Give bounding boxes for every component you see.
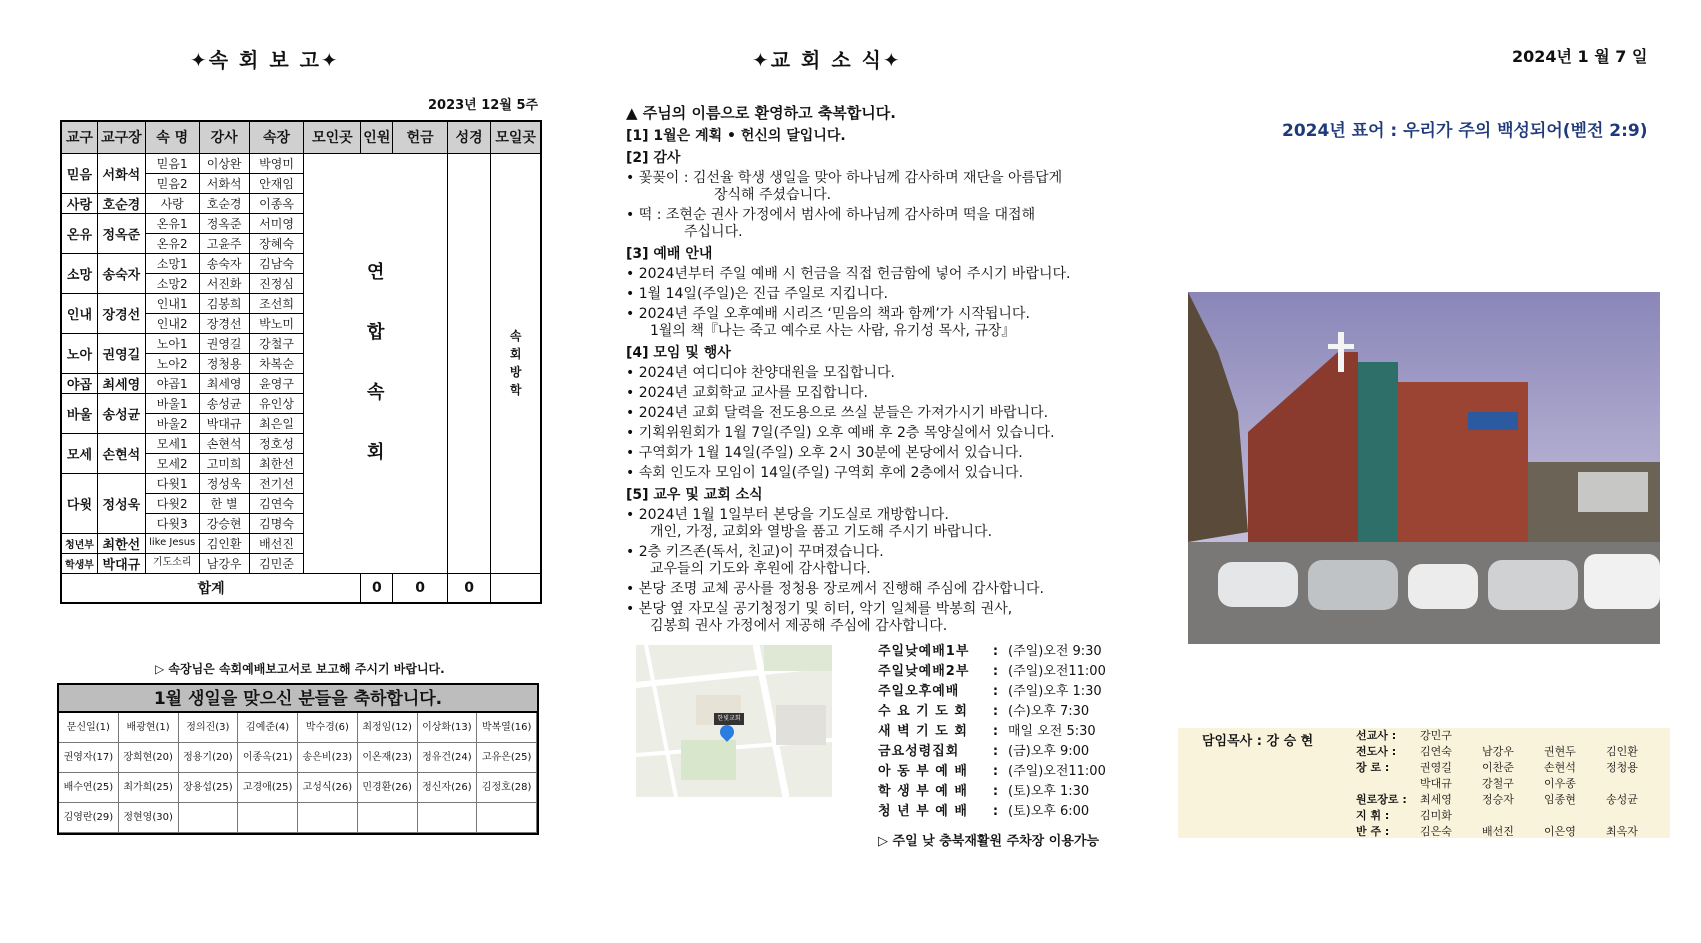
service-colon: : xyxy=(992,704,999,719)
staff-name: 김은숙 xyxy=(1420,825,1452,838)
birthday-cell: 문신일(1) xyxy=(59,713,119,743)
group-leader-cell: 배선진 xyxy=(249,533,304,553)
staff-row xyxy=(1356,728,1668,744)
birthday-cell: 최정임(12) xyxy=(358,713,418,743)
service-name: 주일낮예배1부 xyxy=(878,644,970,659)
teacher-cell: 서진화 xyxy=(199,273,249,293)
group-leader-cell: 장혜숙 xyxy=(249,233,304,253)
group-name-cell: 온유2 xyxy=(145,233,199,253)
list-item: • 2024년 1월 1일부터 본당을 기도실로 개방합니다. xyxy=(626,507,1126,524)
list-item-cont: 1월의 책『나는 죽고 예수로 사는 사람, 유기성 목사, 규장』 xyxy=(650,323,1016,339)
service-colon: : xyxy=(992,684,999,699)
parking-note: ▷ 주일 낮 충북재활원 주차장 이용가능 xyxy=(878,834,1099,849)
teacher-cell: 송성균 xyxy=(199,393,249,413)
schedule-row xyxy=(878,742,1118,762)
birthday-cell: 고성식(26) xyxy=(298,773,358,803)
birthday-cell: 고유은(25) xyxy=(477,743,537,773)
birthday-cell: 이상화(13) xyxy=(418,713,478,743)
column-header: 속 명 xyxy=(145,121,199,153)
district-leader-cell: 박대규 xyxy=(97,553,145,573)
total-value: 0 xyxy=(393,573,448,603)
district-leader-cell: 서화석 xyxy=(97,153,145,193)
staff-role: 반 주 : xyxy=(1356,825,1390,838)
staff-name: 손현석 xyxy=(1544,761,1576,774)
birthday-cell: 박복열(16) xyxy=(477,713,537,743)
group-name-cell: 인내1 xyxy=(145,293,199,313)
total-label: 합계 xyxy=(61,573,361,603)
staff-name: 강민구 xyxy=(1420,729,1452,742)
welcome: ▲ 주님의 이름으로 환영하고 축복합니다. xyxy=(626,104,896,122)
schedule-row xyxy=(878,762,1118,782)
group-leader-cell: 최한선 xyxy=(249,453,304,473)
service-time: (주일)오전11:00 xyxy=(1008,764,1106,779)
service-name: 주일낮예배2부 xyxy=(878,664,970,679)
service-name: 주일오후예배 xyxy=(878,684,960,699)
staff-row xyxy=(1356,744,1668,760)
group-name-cell: 믿음2 xyxy=(145,173,199,193)
birthday-grid xyxy=(59,713,537,833)
list-item-cont: 교우들의 기도와 후원에 감사합니다. xyxy=(650,561,871,577)
schedule-row xyxy=(878,702,1118,722)
district-cell: 인내 xyxy=(61,293,97,333)
district-cell: 다윗 xyxy=(61,473,97,533)
teacher-cell: 서화석 xyxy=(199,173,249,193)
birthday-cell: 박수경(6) xyxy=(298,713,358,743)
staff-name xyxy=(1482,808,1544,824)
teacher-cell: 박대규 xyxy=(199,413,249,433)
birthday-cell: 김예준(4) xyxy=(238,713,298,743)
birthday-cell: 장희현(20) xyxy=(119,743,179,773)
staff-row xyxy=(1356,760,1668,776)
group-leader-cell: 전기선 xyxy=(249,473,304,493)
teacher-cell: 정성욱 xyxy=(199,473,249,493)
group-name-cell: 다윗2 xyxy=(145,493,199,513)
group-name-cell: 기도소리 xyxy=(145,553,199,573)
district-cell: 사랑 xyxy=(61,193,97,213)
column-header: 교구 xyxy=(61,121,97,153)
year-motto: 2024년 표어 : 우리가 주의 백성되어(벧전 2:9) xyxy=(1282,121,1648,141)
district-leader-cell: 손현석 xyxy=(97,433,145,473)
list-item-cont: 주십니다. xyxy=(684,224,743,240)
staff-row xyxy=(1356,824,1668,840)
birthday-cell: 민경환(26) xyxy=(358,773,418,803)
service-time: (금)오후 9:00 xyxy=(1008,744,1090,759)
bulletin-date: 2024년 1 월 7 일 xyxy=(1512,47,1648,66)
district-cell: 믿음 xyxy=(61,153,97,193)
service-time: (토)오후 6:00 xyxy=(1008,804,1090,819)
list-item: • 떡 : 조현순 권사 가정에서 범사에 하나님께 감사하며 떡을 대접해 xyxy=(626,207,1126,224)
column-header: 강사 xyxy=(199,121,249,153)
staff-name: 임종현 xyxy=(1544,793,1576,806)
staff-name: 배선진 xyxy=(1482,825,1514,838)
service-colon: : xyxy=(992,804,999,819)
staff-box xyxy=(1178,728,1670,838)
list-item: • 2024년 교회 달력을 전도용으로 쓰실 분들은 가져가시기 바랍니다. xyxy=(626,405,1126,422)
column-header: 성경 xyxy=(448,121,491,153)
district-leader-cell: 최세영 xyxy=(97,373,145,393)
teacher-cell: 고윤주 xyxy=(199,233,249,253)
list-item: • 2층 키즈존(독서, 친교)이 꾸며졌습니다. xyxy=(626,544,1126,561)
district-leader-cell: 장경선 xyxy=(97,293,145,333)
service-time: 매일 오전 5:30 xyxy=(1008,724,1096,739)
table-header xyxy=(61,121,541,153)
birthday-cell: 장용섭(25) xyxy=(179,773,239,803)
group-leader-cell: 박영미 xyxy=(249,153,304,173)
map-label: 한빛교회 xyxy=(714,713,744,725)
teacher-cell: 김봉희 xyxy=(199,293,249,313)
birthday-title: 1월 생일을 맞으신 분들을 축하합니다. xyxy=(59,685,537,713)
service-colon: : xyxy=(992,784,999,799)
column-header: 모일곳 xyxy=(491,121,541,153)
service-colon: : xyxy=(992,724,999,739)
district-leader-cell: 송숙자 xyxy=(97,253,145,293)
list-item: • 1월 14일(주일)은 진급 주일로 지킵니다. xyxy=(626,286,1126,303)
birthday-cell: 배수연(25) xyxy=(59,773,119,803)
group-name-cell: 바울1 xyxy=(145,393,199,413)
teacher-cell: 호순경 xyxy=(199,193,249,213)
list-item: • 속회 인도자 모임이 14일(주일) 구역회 후에 2층에서 있습니다. xyxy=(626,465,1126,482)
staff-name: 김인환 xyxy=(1606,745,1638,758)
birthday-cell: 정유건(24) xyxy=(418,743,478,773)
group-leader-cell: 차복순 xyxy=(249,353,304,373)
group-leader-cell: 김남숙 xyxy=(249,253,304,273)
report-note: ▷ 속장님은 속회예배보고서로 보고해 주시기 바랍니다. xyxy=(155,662,445,676)
section-5: [5] 교우 및 교회 소식 xyxy=(626,487,763,503)
group-leader-cell: 조선희 xyxy=(249,293,304,313)
list-item: • 기획위원회가 1월 7일(주일) 오후 예배 후 2층 목양실에서 있습니다. xyxy=(626,425,1126,442)
birthday-cell: 최가희(25) xyxy=(119,773,179,803)
teacher-cell: 고미희 xyxy=(199,453,249,473)
schedule-row xyxy=(878,662,1118,682)
staff-name: 박대규 xyxy=(1420,777,1452,790)
service-name: 청 년 부 예 배 xyxy=(878,804,968,819)
empty-cell xyxy=(491,573,541,603)
birthday-cell xyxy=(418,803,478,833)
group-name-cell: 모세1 xyxy=(145,433,199,453)
service-name: 새 벽 기 도 회 xyxy=(878,724,968,739)
staff-role: 지 휘 : xyxy=(1356,809,1390,822)
staff-role: 선교사 : xyxy=(1356,729,1397,742)
staff-role: 장 로 : xyxy=(1356,761,1390,774)
birthday-cell: 김영란(29) xyxy=(59,803,119,833)
group-leader-cell: 안재임 xyxy=(249,173,304,193)
staff-name: 김미화 xyxy=(1420,809,1452,822)
group-name-cell: 바울2 xyxy=(145,413,199,433)
teacher-cell: 정옥준 xyxy=(199,213,249,233)
list-item: • 본당 조명 교체 공사를 정청용 장로께서 진행해 주심에 감사합니다. xyxy=(626,581,1126,598)
meeting-table xyxy=(60,120,542,604)
service-colon: : xyxy=(992,744,999,759)
column-header: 헌금 xyxy=(393,121,448,153)
list-item: • 본당 옆 자모실 공기청정기 및 히터, 악기 일체를 박봉희 권사, xyxy=(626,601,1126,618)
staff-list xyxy=(1356,728,1668,840)
staff-name: 강철구 xyxy=(1482,777,1514,790)
birthday-cell: 배광현(1) xyxy=(119,713,179,743)
schedule-row xyxy=(878,642,1118,662)
total-value: 0 xyxy=(361,573,393,603)
service-time: (주일)오전11:00 xyxy=(1008,664,1106,679)
district-cell: 모세 xyxy=(61,433,97,473)
district-cell: 바울 xyxy=(61,393,97,433)
map-image xyxy=(636,645,832,797)
service-name: 아 동 부 예 배 xyxy=(878,764,968,779)
news-body xyxy=(626,100,1126,635)
staff-name: 이찬준 xyxy=(1482,761,1514,774)
district-cell: 소망 xyxy=(61,253,97,293)
schedule-row xyxy=(878,682,1118,702)
schedule-row xyxy=(878,722,1118,742)
teacher-cell: 최세영 xyxy=(199,373,249,393)
service-colon: : xyxy=(992,664,999,679)
news-title: ✦교 회 소 식✦ xyxy=(752,48,902,72)
service-time: (수)오후 7:30 xyxy=(1008,704,1090,719)
meeting-place-cell: 연 합 속 회 xyxy=(304,153,448,573)
group-leader-cell: 윤영구 xyxy=(249,373,304,393)
section-4: [4] 모임 및 행사 xyxy=(626,345,731,361)
teacher-cell: 이상완 xyxy=(199,153,249,173)
list-item-cont: 개인, 가정, 교회와 열방을 품고 기도해 주시기 바랍니다. xyxy=(650,524,993,540)
staff-name: 정승자 xyxy=(1482,793,1514,806)
report-title: ✦속 회 보 고✦ xyxy=(190,48,340,72)
staff-name: 최옥자 xyxy=(1606,825,1638,838)
teacher-cell: 손현석 xyxy=(199,433,249,453)
group-leader-cell: 이종옥 xyxy=(249,193,304,213)
service-name: 금요성령집회 xyxy=(878,744,960,759)
staff-name: 권현두 xyxy=(1544,745,1576,758)
teacher-cell: 강승현 xyxy=(199,513,249,533)
district-cell: 온유 xyxy=(61,213,97,253)
group-leader-cell: 최은일 xyxy=(249,413,304,433)
district-cell: 야곱 xyxy=(61,373,97,393)
group-leader-cell: 강철구 xyxy=(249,333,304,353)
staff-name: 최세영 xyxy=(1420,793,1452,806)
group-leader-cell: 박노미 xyxy=(249,313,304,333)
group-name-cell: like Jesus xyxy=(145,533,199,553)
group-leader-cell: 진정심 xyxy=(249,273,304,293)
group-name-cell: 소망1 xyxy=(145,253,199,273)
list-item: • 2024년 주일 오후예배 시리즈 ‘믿음의 책과 함께’가 시작됩니다. xyxy=(626,306,1126,323)
birthday-cell xyxy=(358,803,418,833)
birthday-cell xyxy=(477,803,537,833)
list-item: • 2024년 교회학교 교사를 모집합니다. xyxy=(626,385,1126,402)
teacher-cell: 정청용 xyxy=(199,353,249,373)
staff-role: 전도사 : xyxy=(1356,745,1397,758)
list-item: • 구역회가 1월 14일(주일) 오후 2시 30분에 본당에서 있습니다. xyxy=(626,445,1126,462)
service-time: (주일)오전 9:30 xyxy=(1008,644,1102,659)
teacher-cell: 한 별 xyxy=(199,493,249,513)
staff-row xyxy=(1356,808,1668,824)
empty-cell xyxy=(448,153,491,573)
group-leader-cell: 서미영 xyxy=(249,213,304,233)
service-colon: : xyxy=(992,644,999,659)
teacher-cell: 장경선 xyxy=(199,313,249,333)
service-colon: : xyxy=(992,764,999,779)
teacher-cell: 권영길 xyxy=(199,333,249,353)
staff-role: 원로장로 : xyxy=(1356,793,1407,806)
group-name-cell: 노아1 xyxy=(145,333,199,353)
teacher-cell: 남강우 xyxy=(199,553,249,573)
list-item-cont: 김봉희 권사 가정에서 제공해 주심에 감사합니다. xyxy=(650,618,948,634)
column-header: 모인곳 xyxy=(304,121,361,153)
district-cell: 학생부 xyxy=(61,553,97,573)
column-header: 교구장 xyxy=(97,121,145,153)
birthday-box xyxy=(57,683,539,835)
group-name-cell: 소망2 xyxy=(145,273,199,293)
list-item: • 꽃꽂이 : 김선율 학생 생일을 맞아 하나님께 감사하며 재단을 아름답게 xyxy=(626,170,1126,187)
group-name-cell: 노아2 xyxy=(145,353,199,373)
total-value: 0 xyxy=(448,573,491,603)
district-leader-cell: 최한선 xyxy=(97,533,145,553)
birthday-cell: 정의진(3) xyxy=(179,713,239,743)
service-time: (토)오후 1:30 xyxy=(1008,784,1090,799)
staff-name xyxy=(1544,808,1606,824)
column-header: 인원 xyxy=(361,121,393,153)
staff-name: 김연숙 xyxy=(1420,745,1452,758)
section-1: [1] 1월은 계획 • 헌신의 달입니다. xyxy=(626,128,846,144)
group-name-cell: 사랑 xyxy=(145,193,199,213)
schedule-row xyxy=(878,802,1118,822)
birthday-cell: 정신자(26) xyxy=(418,773,478,803)
study-place-cell: 속 회 방 학 xyxy=(491,153,541,573)
service-time: (주일)오후 1:30 xyxy=(1008,684,1102,699)
group-name-cell: 온유1 xyxy=(145,213,199,233)
district-cell: 청년부 xyxy=(61,533,97,553)
staff-name xyxy=(1606,728,1668,744)
birthday-cell: 김정호(28) xyxy=(477,773,537,803)
birthday-cell: 이종옥(21) xyxy=(238,743,298,773)
birthday-cell: 이온재(23) xyxy=(358,743,418,773)
staff-name: 이은영 xyxy=(1544,825,1576,838)
staff-name xyxy=(1606,808,1668,824)
staff-role xyxy=(1356,776,1420,792)
staff-row xyxy=(1356,792,1668,808)
table-row xyxy=(61,153,541,173)
report-date: 2023년 12월 5주 xyxy=(428,98,539,113)
birthday-cell: 송은비(23) xyxy=(298,743,358,773)
group-name-cell: 다윗1 xyxy=(145,473,199,493)
teacher-cell: 송숙자 xyxy=(199,253,249,273)
group-leader-cell: 김명숙 xyxy=(249,513,304,533)
staff-name: 남강우 xyxy=(1482,745,1514,758)
teacher-cell: 김인환 xyxy=(199,533,249,553)
staff-name xyxy=(1606,776,1668,792)
group-leader-cell: 김민준 xyxy=(249,553,304,573)
section-3: [3] 예배 안내 xyxy=(626,246,713,262)
service-name: 수 요 기 도 회 xyxy=(878,704,968,719)
staff-name: 권영길 xyxy=(1420,761,1452,774)
group-name-cell: 모세2 xyxy=(145,453,199,473)
district-leader-cell: 송성균 xyxy=(97,393,145,433)
staff-name: 정청용 xyxy=(1606,761,1638,774)
district-cell: 노아 xyxy=(61,333,97,373)
birthday-cell xyxy=(179,803,239,833)
birthday-cell: 정용기(20) xyxy=(179,743,239,773)
total-row xyxy=(61,573,541,603)
birthday-cell: 정현영(30) xyxy=(119,803,179,833)
group-leader-cell: 정호성 xyxy=(249,433,304,453)
service-schedule xyxy=(878,642,1118,822)
staff-row xyxy=(1356,776,1668,792)
district-leader-cell: 정옥준 xyxy=(97,213,145,253)
list-item: • 2024년 여디디야 찬양대원을 모집합니다. xyxy=(626,365,1126,382)
staff-name xyxy=(1544,728,1606,744)
senior-pastor: 담임목사 : 강 승 현 xyxy=(1202,734,1314,749)
group-leader-cell: 유인상 xyxy=(249,393,304,413)
group-name-cell: 다윗3 xyxy=(145,513,199,533)
birthday-cell xyxy=(238,803,298,833)
birthday-cell xyxy=(298,803,358,833)
schedule-row xyxy=(878,782,1118,802)
birthday-cell: 권영자(17) xyxy=(59,743,119,773)
district-leader-cell: 정성욱 xyxy=(97,473,145,533)
list-item: • 2024년부터 주일 예배 시 헌금을 직접 헌금함에 넣어 주시기 바랍니다. xyxy=(626,266,1126,283)
district-leader-cell: 권영길 xyxy=(97,333,145,373)
staff-name: 이우종 xyxy=(1544,777,1576,790)
section-2: [2] 감사 xyxy=(626,150,681,166)
staff-name xyxy=(1482,728,1544,744)
group-name-cell: 믿음1 xyxy=(145,153,199,173)
group-name-cell: 야곱1 xyxy=(145,373,199,393)
list-item-cont: 장식해 주셨습니다. xyxy=(714,187,832,203)
church-photo xyxy=(1188,292,1660,644)
service-name: 학 생 부 예 배 xyxy=(878,784,968,799)
staff-name: 송성균 xyxy=(1606,793,1638,806)
group-leader-cell: 김연숙 xyxy=(249,493,304,513)
group-name-cell: 인내2 xyxy=(145,313,199,333)
district-leader-cell: 호순경 xyxy=(97,193,145,213)
column-header: 속장 xyxy=(249,121,304,153)
birthday-cell: 고경애(25) xyxy=(238,773,298,803)
